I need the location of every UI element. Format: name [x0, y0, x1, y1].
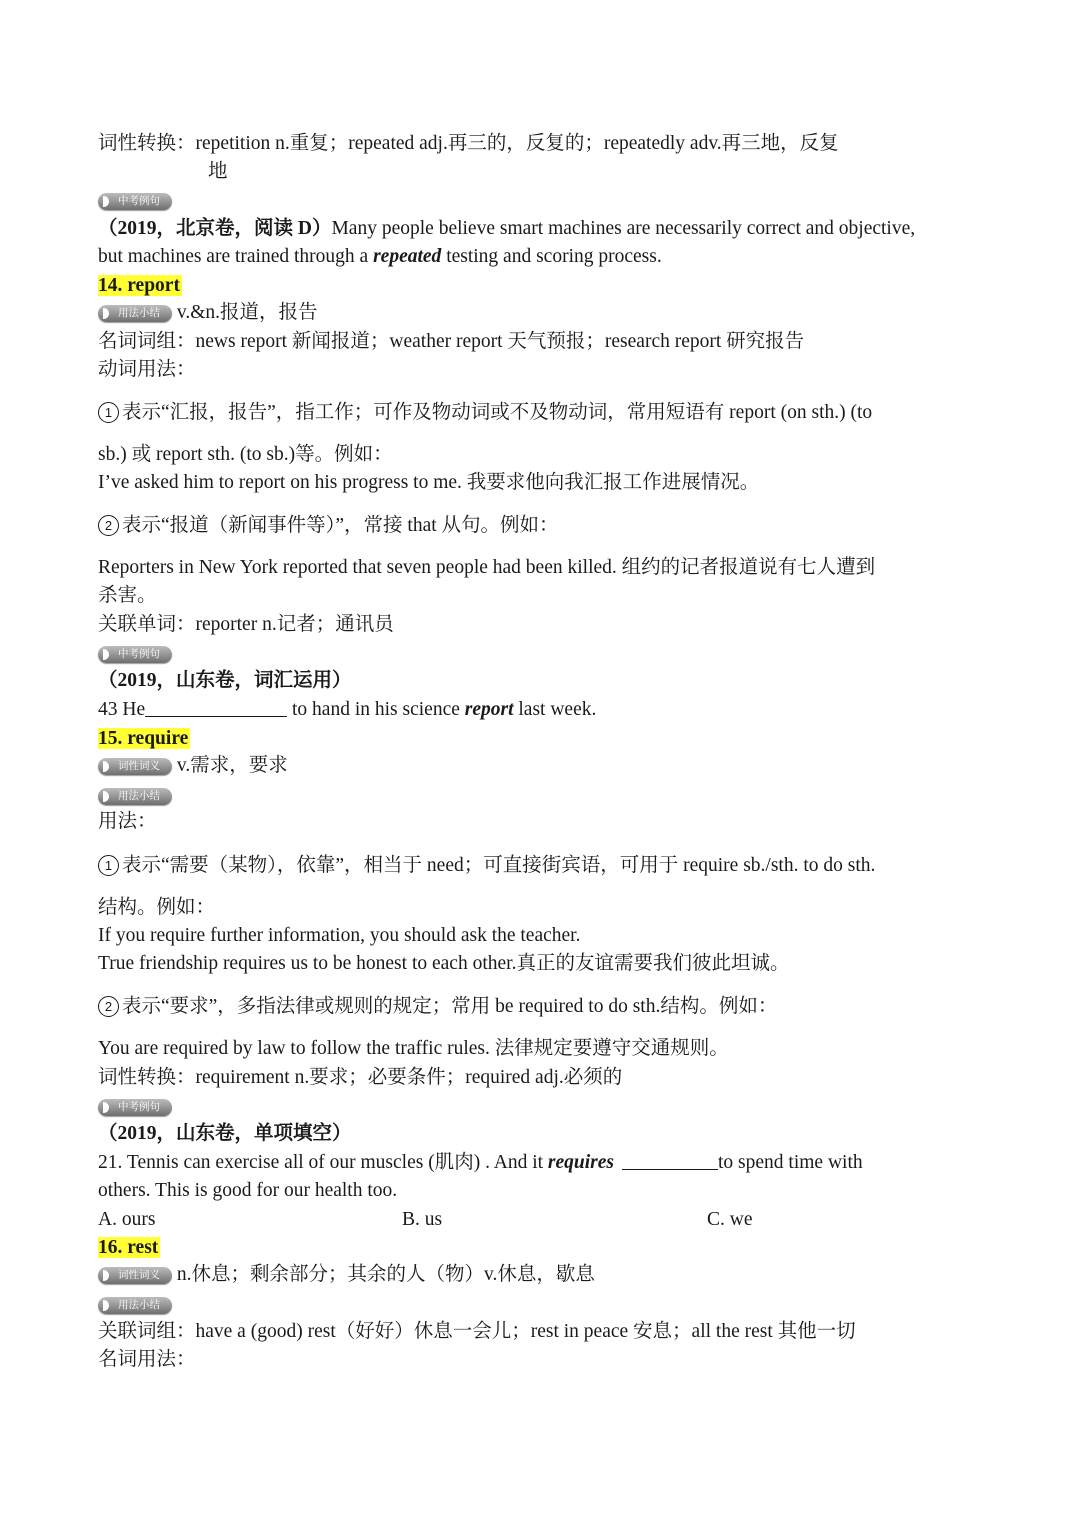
word-conversion-line: 词性转换：requirement n.要求；必要条件；required adj.必须的: [98, 1067, 623, 1088]
usage-2-example-1: Reporters in New York reported that seven people had been killed. 组约的记者报道说有七人遭到: [98, 557, 876, 578]
option-b: B. us: [402, 1209, 443, 1230]
noun-usage-label: 名词用法：: [98, 1349, 196, 1370]
exam-example-line-2: but machines are trained through a repeated testing and scoring process.: [98, 246, 662, 267]
exam-example-line-1: （2019，北京卷，阅读 D）Many people believe smart machines are necessarily correct and objective,: [98, 218, 916, 239]
exam-question-21: 21. Tennis can exercise all of our muscles (肌肉) . And it requires to spend time with: [98, 1152, 863, 1173]
option-c: C. we: [707, 1209, 753, 1230]
answer-blank: [145, 698, 287, 717]
yongfa-badge: 用法小结: [98, 1292, 172, 1318]
usage-1-example: I’ve asked him to report on his progress to me. 我要求他向我汇报工作进展情况。: [98, 472, 760, 493]
part-of-speech-line: 词性词义 n.休息；剩余部分；其余的人（物）v.休息，歇息: [98, 1262, 595, 1288]
number-circle: 1: [98, 402, 119, 423]
part-of-speech-line: 词性词义 v.需求，要求: [98, 753, 288, 779]
part-of-speech-line: 用法小结 v.&n.报道，报告: [98, 300, 318, 326]
cixing-badge: 词性词义: [98, 1267, 172, 1284]
usage-2-example-2: 杀害。: [98, 585, 157, 606]
usage-1: 1 表示“汇报，报告”，指工作；可作及物动词或不及物动词，常用短语有 report (on sth.) (to: [98, 400, 872, 426]
word-conversion-line: [98, 131, 839, 157]
option-a: A. ours: [98, 1209, 156, 1230]
entry-title-require: 15. require: [98, 728, 189, 749]
usage-1-cont: 结构。例如：: [98, 897, 216, 918]
zhongkao-badge: 中考例句: [98, 641, 172, 667]
exam-source: （2019，山东卷，单项填空）: [98, 1123, 352, 1144]
yongfa-badge: 用法小结: [98, 305, 172, 322]
usage-label: 用法：: [98, 811, 157, 832]
exam-source: （2019，山东卷，词汇运用）: [98, 670, 352, 691]
highlighted-word: repeated: [373, 246, 442, 267]
conversion-text: repetition n.重复；repeated adj.再三的，反复的；repeatedly adv.再三地，反复: [195, 133, 839, 154]
verb-usage-label: 动词用法：: [98, 359, 196, 380]
usage-1-cont: sb.) 或 report sth. (to sb.)等。例如：: [98, 444, 393, 465]
cixing-badge: 词性词义: [98, 758, 172, 775]
yongfa-badge: 用法小结: [98, 783, 172, 809]
zhongkao-badge: 中考例句: [98, 188, 172, 214]
exam-question-43: 43 He to hand in his science report last week.: [98, 699, 597, 720]
zhongkao-badge: 中考例句: [98, 1094, 172, 1120]
usage-1-example-1: If you require further information, you should ask the teacher.: [98, 925, 581, 946]
number-circle: 2: [98, 515, 119, 536]
usage-2-example: You are required by law to follow the traffic rules. 法律规定要遵守交通规则。: [98, 1038, 729, 1059]
usage-2: 2 表示“要求”，多指法律或规则的规定；常用 be required to do sth.结构。例如：: [98, 994, 777, 1020]
noun-phrase-line: 名词词组：news report 新闻报道；weather report 天气预报；research report 研究报告: [98, 331, 805, 352]
entry-title-report: 14. report: [98, 275, 180, 296]
usage-1: 1 表示“需要（某物），依靠”，相当于 need；可直接街宾语，可用于 require sb./sth. to do sth.: [98, 853, 875, 879]
exam-source: （2019，北京卷，阅读 D）: [98, 218, 332, 239]
related-word: 关联单词：reporter n.记者；通讯员: [98, 614, 394, 635]
highlighted-word: requires: [547, 1152, 615, 1173]
usage-1-example-2: True friendship requires us to be honest to each other.真正的友谊需要我们彼此坦诚。: [98, 953, 790, 974]
usage-2: 2 表示“报道（新闻事件等）”，常接 that 从句。例如：: [98, 513, 559, 539]
number-circle: 2: [98, 996, 119, 1017]
highlighted-word: report: [464, 699, 514, 720]
entry-title-rest: 16. rest: [98, 1237, 159, 1258]
conversion-wrap: 地: [208, 161, 228, 182]
related-phrase-line: 关联词组：have a (good) rest（好好）休息一会儿；rest in peace 安息；all the rest 其他一切: [98, 1321, 856, 1342]
number-circle: 1: [98, 855, 119, 876]
exam-question-21-cont: others. This is good for our health too.: [98, 1180, 398, 1201]
conversion-label: 词性转换：: [98, 133, 196, 154]
answer-blank: [622, 1151, 718, 1170]
